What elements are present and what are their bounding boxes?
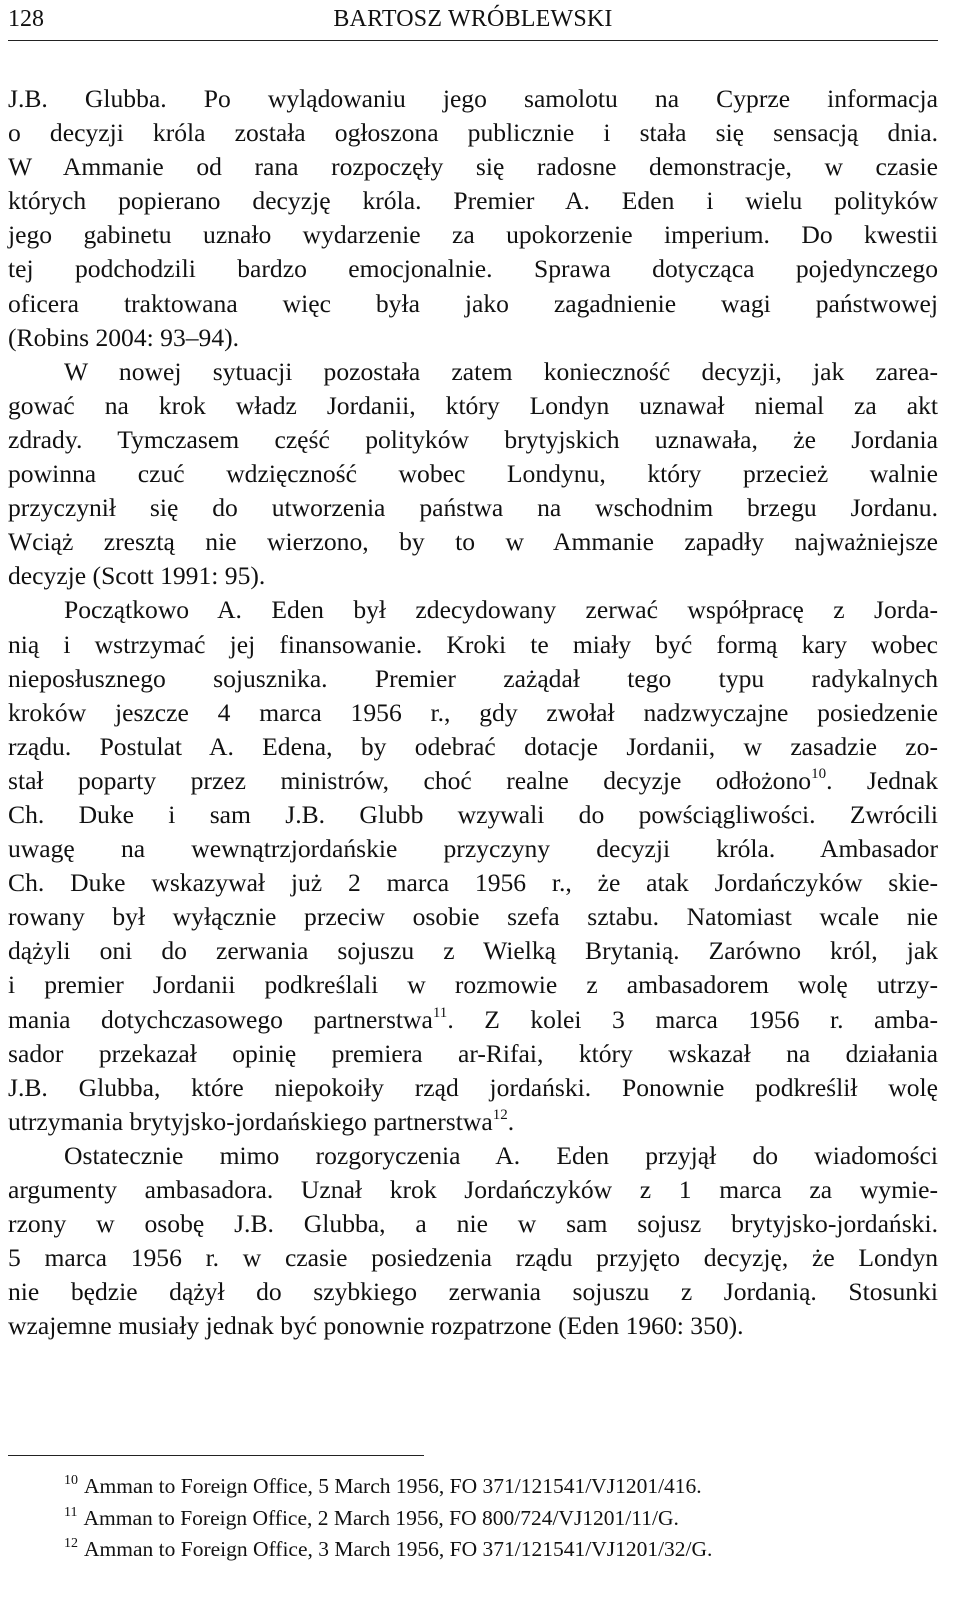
text-line: kroków jeszcze 4 marca 1956 r., gdy zwołał nadzwyczajne posiedzenie xyxy=(8,697,938,727)
footnote-ref: 11 xyxy=(432,1004,448,1021)
text-line: tej podchodzili bardzo emocjonalnie. Sprawa dotycząca pojedynczego xyxy=(8,254,938,284)
footnote-ref: 12 xyxy=(492,1106,508,1123)
text-line: Ch. Duke wskazywał już 2 marca 1956 r., że atak Jordańczyków skie- xyxy=(8,868,938,898)
text-line: J.B. Glubba, które niepokoiły rząd jordański. Ponownie podkreślił wolę xyxy=(8,1072,938,1102)
text-line: zdrady. Tymczasem część polityków brytyjskich uznawała, że Jordania xyxy=(8,424,938,454)
text-line xyxy=(8,1003,938,1037)
text-line: W nowej sytuacji pozostała zatem konieczność decyzji, jak zarea- xyxy=(64,356,938,386)
text-line: Ostatecznie mimo rozgoryczenia A. Eden przyjął do wiadomości xyxy=(64,1140,938,1170)
text-line: rowany był wyłącznie przeciw osobie szefa sztabu. Natomiast wcale nie xyxy=(8,902,938,932)
footnote-text: Amman to Foreign Office, 2 March 1956, FO 800/724/VJ1201/11/G. xyxy=(83,1505,679,1530)
text-line: rządu. Postulat A. Edena, by odebrać dotacje Jordanii, w zasadzie zo- xyxy=(8,731,938,761)
text-line: i premier Jordanii podkreślali w rozmowie z ambasadorem wolę utrzy- xyxy=(8,970,938,1000)
text-line: sador przekazał opinię premiera ar-Rifai, który wskazał na działania xyxy=(8,1038,938,1068)
text-line: nieposłusznego sojusznika. Premier zażądał tego typu radykalnych xyxy=(8,663,938,693)
text-segment: utrzymania brytyjsko-jordańskiego partnerstwa xyxy=(8,1106,493,1136)
text-line: których popierano decyzję króla. Premier A. Eden i wielu polityków xyxy=(8,186,938,216)
text-segment: . Z kolei 3 marca 1956 r. amba- xyxy=(447,1004,938,1034)
text-segment: . xyxy=(507,1106,515,1136)
text-line: nie będzie dążył do szybkiego zerwania sojuszu z Jordanią. Stosunki xyxy=(8,1277,938,1307)
footnote-number: 12 xyxy=(64,1536,78,1551)
text-line: uwagę na wewnątrzjordańskie przyczyny decyzji króla. Ambasador xyxy=(8,834,938,864)
text-line: gować na krok władz Jordanii, który Londyn uznawał niemal za akt xyxy=(8,390,938,420)
text-line xyxy=(8,1105,938,1139)
body-text xyxy=(8,82,938,1343)
page-number: 128 xyxy=(8,6,44,32)
text-line: rzony w osobę J.B. Glubba, a nie w sam sojusz brytyjsko-jordański. xyxy=(8,1209,938,1239)
text-line: Ch. Duke i sam J.B. Glubb wzywali do powściągliwości. Zwrócili xyxy=(8,799,938,829)
footnote-text: Amman to Foreign Office, 3 March 1956, FO 371/121541/VJ1201/32/G. xyxy=(84,1537,713,1561)
text-line xyxy=(8,764,938,798)
footnote-text: Amman to Foreign Office, 5 March 1956, FO 371/121541/VJ1201/416. xyxy=(84,1474,702,1498)
text-segment: mania dotychczasowego partnerstwa xyxy=(8,1004,433,1034)
text-line: oficera traktowana więc była jako zagadnienie wagi państwowej xyxy=(8,288,938,318)
footnote xyxy=(64,1503,944,1535)
text-line: dążyli oni do zerwania sojuszu z Wielką Brytanią. Zarówno król, jak xyxy=(8,936,938,966)
text-segment: . Jednak xyxy=(826,765,938,795)
text-line: przyczynił się do utworzenia państwa na wschodnim brzegu Jordanu. xyxy=(8,493,938,523)
text-line: decyzje (Scott 1991: 95). xyxy=(8,561,266,591)
text-line: wzajemne musiały jednak być ponownie rozpatrzone (Eden 1960: 350). xyxy=(8,1311,744,1341)
text-line: powinna czuć wdzięczność wobec Londynu, który przecież walnie xyxy=(8,459,938,489)
running-title: BARTOSZ WRÓBLEWSKI xyxy=(333,6,613,32)
text-line: 5 marca 1956 r. w czasie posiedzenia rządu przyjęto decyzję, że Londyn xyxy=(8,1243,938,1273)
text-line: jego gabinetu uznało wydarzenie za upokorzenie imperium. Do kwestii xyxy=(8,220,938,250)
text-line: Wciąż zresztą nie wierzono, by to w Ammanie zapadły najważniejsze xyxy=(8,527,938,557)
footnote-separator xyxy=(8,1455,424,1456)
footnote-number: 11 xyxy=(64,1504,78,1520)
text-line: W Ammanie od rana rozpoczęły się radosne demonstracje, w czasie xyxy=(8,152,938,182)
running-header xyxy=(8,0,938,41)
text-line: (Robins 2004: 93–94). xyxy=(8,322,240,352)
footnote-ref: 10 xyxy=(811,765,827,782)
footnote xyxy=(64,1471,944,1503)
footnotes xyxy=(64,1471,944,1566)
text-line: nią i wstrzymać jej finansowanie. Kroki te miały być formą kary wobec xyxy=(8,629,938,659)
text-line: J.B. Glubba. Po wylądowaniu jego samolotu na Cyprze informacja xyxy=(8,84,938,113)
text-line: Początkowo A. Eden był zdecydowany zerwać współpracę z Jorda- xyxy=(64,595,938,625)
text-line: o decyzji króla została ogłoszona publicznie i stała się sensacją dnia. xyxy=(8,118,938,148)
footnote xyxy=(64,1534,944,1566)
footnote-number: 10 xyxy=(64,1473,78,1488)
text-line: argumenty ambasadora. Uznał krok Jordańczyków z 1 marca za wymie- xyxy=(8,1175,938,1204)
text-segment: stał poparty przez ministrów, choć realne decyzje odłożono xyxy=(8,765,812,795)
